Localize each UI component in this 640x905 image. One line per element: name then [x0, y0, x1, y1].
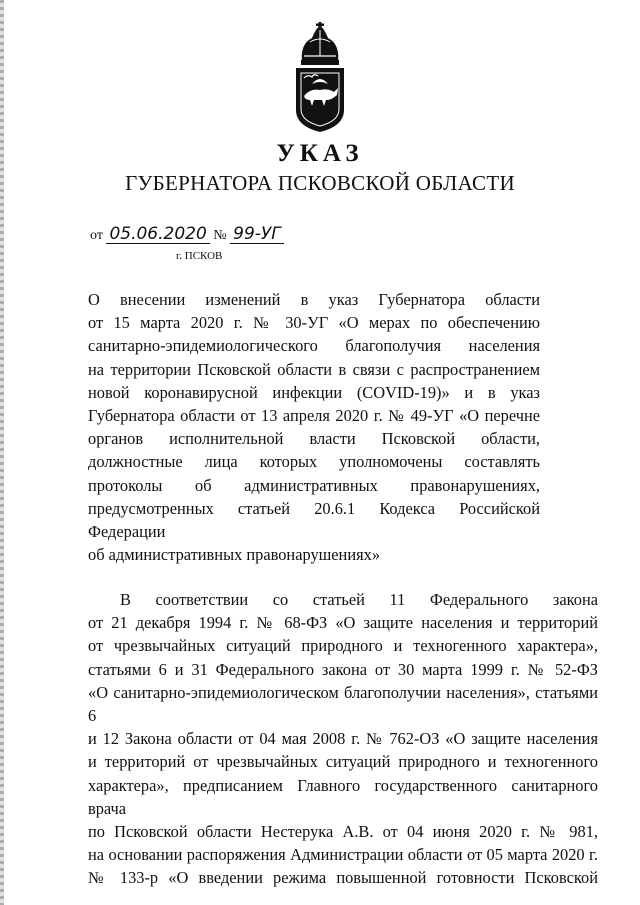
subject-line: О внесении изменений в указ Губернатора области — [88, 290, 540, 309]
pskov-coat-of-arms-icon — [292, 22, 348, 134]
document-title: УКАЗ — [276, 140, 364, 167]
body-line: и территорий от чрезвычайных ситуаций природного и техногенного — [88, 752, 598, 772]
subject-line: должностные лица которых уполномочены составлять — [88, 452, 540, 472]
subject-line: на территории Псковской области в связи с распространением — [88, 359, 540, 379]
decree-subject — [88, 288, 540, 566]
body-line: на основании распоряжения Администрации области от 05 марта 2020 г. — [88, 845, 598, 865]
subject-line: от 15 марта 2020 г. № 30-УГ «О мерах по обеспечению — [88, 313, 540, 333]
subject-line: Губернатора области от 13 апреля 2020 г. № 49-УГ «О перечне — [88, 406, 540, 426]
city-label: г. ПСКОВ — [176, 250, 223, 262]
decree-body — [88, 588, 598, 890]
subject-line: предусмотренных статьей 20.6.1 Кодекса Российской Федерации — [88, 498, 540, 542]
subject-line: органов исполнительной власти Псковской области, — [88, 429, 540, 449]
decree-date-number — [90, 225, 284, 244]
from-label: от — [90, 228, 103, 243]
body-line: и 12 Закона области от 04 мая 2008 г. № 762-ОЗ «О защите населения — [88, 729, 598, 749]
scan-edge — [0, 0, 4, 905]
handwritten-date: 05.06.2020 — [106, 225, 209, 244]
body-line: В соответствии со статьей 11 Федерального закона — [120, 590, 598, 609]
subject-line: новой коронавирусной инфекции (COVID-19)» и в указ — [88, 382, 540, 402]
body-line: № 133-р «О введении режима повышенной готовности Псковской — [88, 868, 598, 888]
handwritten-number: 99-УГ — [230, 225, 284, 244]
body-line: статьями 6 и 31 Федерального закона от 30 марта 1999 г. № 52-ФЗ — [88, 659, 598, 679]
subject-line: об административных правонарушениях» — [88, 545, 381, 565]
body-line: от 21 декабря 1994 г. № 68-ФЗ «О защите населения и территорий — [88, 613, 598, 633]
document-subtitle: ГУБЕРНАТОРА ПСКОВСКОЙ ОБЛАСТИ — [125, 171, 515, 195]
subject-line: протоколы об административных правонарушениях, — [88, 475, 540, 495]
body-line: от чрезвычайных ситуаций природного и техногенного характера», — [88, 636, 598, 656]
subject-line: санитарно-эпидемиологического благополучия населения — [88, 336, 540, 356]
number-label: № — [213, 228, 227, 243]
body-line: «О санитарно-эпидемиологическом благополучии населения», статьями 6 — [88, 682, 598, 726]
body-line: по Псковской области Нестерука А.В. от 04 июня 2020 г. № 981, — [88, 822, 598, 842]
body-line: характера», предписанием Главного государственного санитарного врача — [88, 775, 598, 818]
